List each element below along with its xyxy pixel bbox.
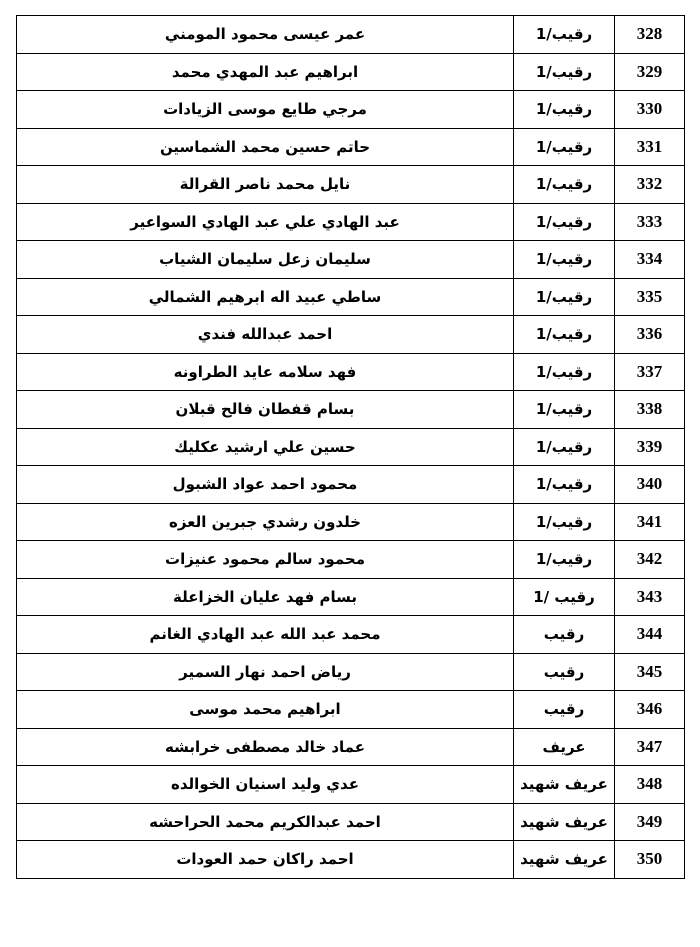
name-cell: ابراهيم عبد المهدي محمد [17,53,514,91]
name-cell: محمود سالم محمود عنيزات [17,541,514,579]
table-row [17,841,685,879]
rank-cell: رقيب/1 [514,91,615,129]
table-row [17,91,685,129]
number-cell: 344 [615,616,685,654]
rank-cell: رقيب/1 [514,166,615,204]
number-cell: 331 [615,128,685,166]
rank-cell: رقيب/1 [514,503,615,541]
name-cell: احمد عبدالكريم محمد الحراحشه [17,803,514,841]
table-row [17,316,685,354]
number-cell: 336 [615,316,685,354]
table-row [17,653,685,691]
number-cell: 348 [615,766,685,804]
name-cell: رياض احمد نهار السمير [17,653,514,691]
name-cell: سليمان زعل سليمان الشياب [17,241,514,279]
number-cell: 350 [615,841,685,879]
table-row [17,466,685,504]
number-cell: 329 [615,53,685,91]
rank-cell: رقيب/1 [514,128,615,166]
table-row [17,428,685,466]
names-table [16,15,685,879]
table-row [17,166,685,204]
table-row [17,578,685,616]
rank-cell: رقيب/1 [514,428,615,466]
number-cell: 335 [615,278,685,316]
table-row [17,541,685,579]
table-row [17,691,685,729]
table-row [17,766,685,804]
name-cell: عدي وليد اسنيان الخوالده [17,766,514,804]
rank-cell: رقيب/1 [514,466,615,504]
rank-cell: رقيب [514,653,615,691]
number-cell: 342 [615,541,685,579]
name-cell: عبد الهادي علي عبد الهادي السواعير [17,203,514,241]
table-row [17,728,685,766]
rank-cell: رقيب/1 [514,278,615,316]
name-cell: حسين علي ارشيد عكليك [17,428,514,466]
rank-cell: رقيب/1 [514,241,615,279]
name-cell: احمد عبدالله فندي [17,316,514,354]
number-cell: 345 [615,653,685,691]
number-cell: 333 [615,203,685,241]
name-cell: بسام فهد عليان الخزاعلة [17,578,514,616]
number-cell: 339 [615,428,685,466]
rank-cell: عريف شهيد [514,803,615,841]
rank-cell: رقيب [514,616,615,654]
rank-cell: رقيب/1 [514,541,615,579]
name-cell: نايل محمد ناصر القرالة [17,166,514,204]
number-cell: 330 [615,91,685,129]
name-cell: بسام قفطان فالح قبلان [17,391,514,429]
number-cell: 340 [615,466,685,504]
rank-cell: رقيب/1 [514,16,615,54]
rank-cell: رقيب/1 [514,353,615,391]
table-body [17,16,685,879]
name-cell: احمد راكان حمد العودات [17,841,514,879]
name-cell: عماد خالد مصطفى خرابشه [17,728,514,766]
number-cell: 334 [615,241,685,279]
name-cell: حاتم حسين محمد الشماسين [17,128,514,166]
name-cell: محمد عبد الله عبد الهادي الغانم [17,616,514,654]
rank-cell: رقيب/1 [514,203,615,241]
number-cell: 347 [615,728,685,766]
rank-cell: عريف شهيد [514,766,615,804]
table-row [17,53,685,91]
rank-cell: رقيب/1 [514,391,615,429]
name-cell: عمر عيسى محمود المومني [17,16,514,54]
table-row [17,803,685,841]
table-row [17,616,685,654]
table-row [17,128,685,166]
table-row [17,503,685,541]
number-cell: 328 [615,16,685,54]
table-row [17,353,685,391]
table-row [17,203,685,241]
rank-cell: رقيب/1 [514,53,615,91]
table-row [17,16,685,54]
name-cell: خلدون رشدي جبرين العزه [17,503,514,541]
rank-cell: عريف شهيد [514,841,615,879]
rank-cell: عريف [514,728,615,766]
number-cell: 338 [615,391,685,429]
table-row [17,278,685,316]
number-cell: 341 [615,503,685,541]
table-row [17,241,685,279]
name-cell: فهد سلامه عايد الطراونه [17,353,514,391]
name-cell: ابراهيم محمد موسى [17,691,514,729]
number-cell: 337 [615,353,685,391]
number-cell: 343 [615,578,685,616]
rank-cell: رقيب/1 [514,316,615,354]
number-cell: 349 [615,803,685,841]
name-cell: ساطي عبيد اله ابرهيم الشمالي [17,278,514,316]
rank-cell: رقيب [514,691,615,729]
table-row [17,391,685,429]
number-cell: 346 [615,691,685,729]
name-cell: محمود احمد عواد الشبول [17,466,514,504]
rank-cell: رقيب /1 [514,578,615,616]
number-cell: 332 [615,166,685,204]
name-cell: مرجي طايع موسى الزيادات [17,91,514,129]
